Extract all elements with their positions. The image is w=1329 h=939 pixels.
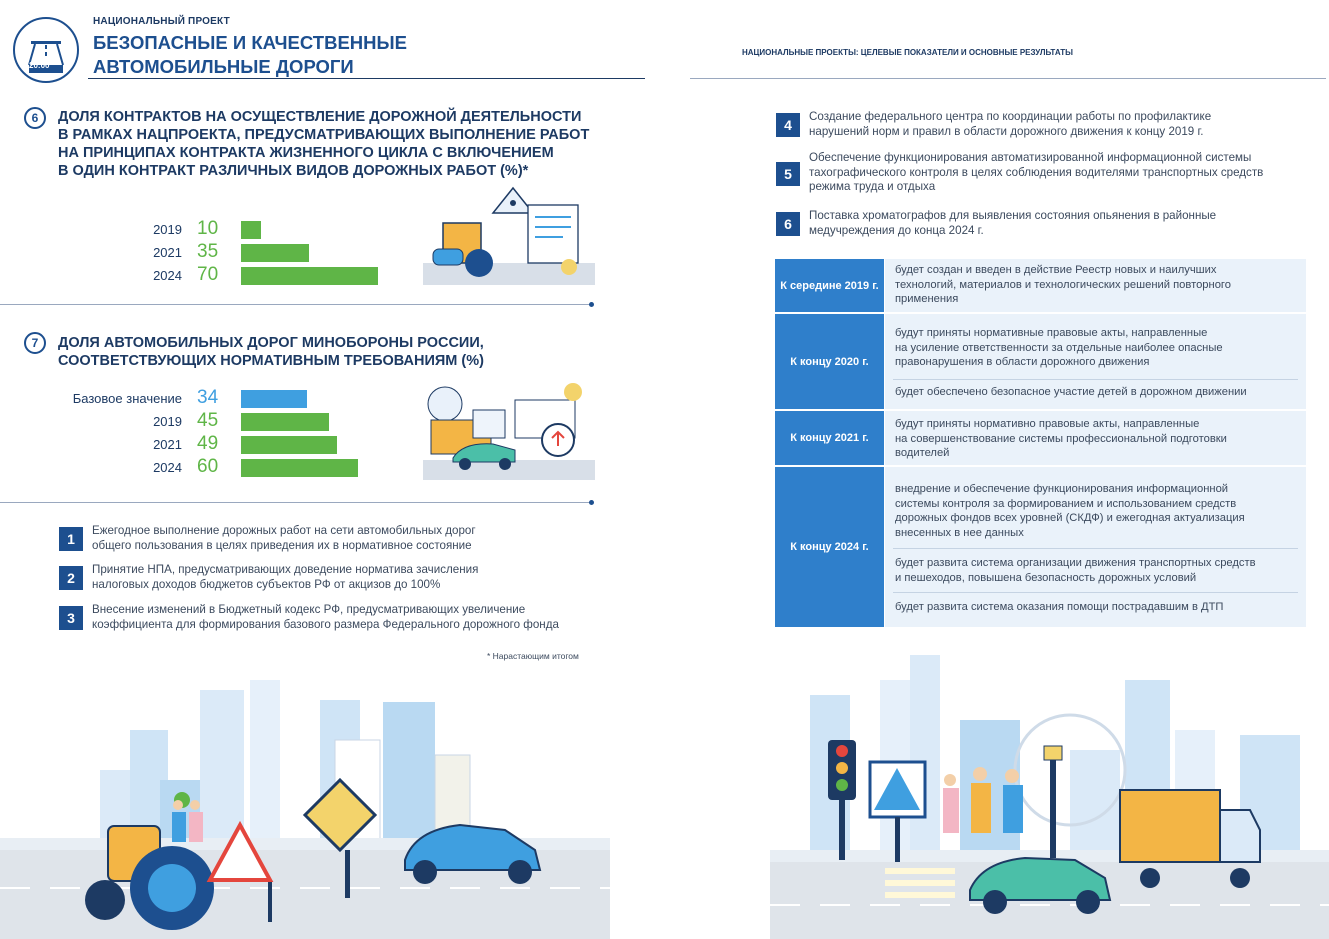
timeline-table	[775, 259, 1306, 627]
section6-bar-label: 2021	[153, 245, 182, 260]
section7-bar-row	[58, 457, 398, 479]
section7-number: 7	[24, 332, 46, 354]
project-logo	[13, 17, 79, 83]
item-line: медучреждения до конца 2024 г.	[809, 223, 984, 237]
section7-illustration	[423, 380, 595, 480]
entry-separator	[893, 548, 1298, 549]
section6-bar-value: 35	[197, 241, 219, 262]
section7-bar	[241, 436, 337, 454]
entry-line: будет развита система оказания помощи пострадавшим в ДТП	[895, 601, 1224, 613]
right-item-6-text	[809, 209, 1319, 238]
section6-title-line: ДОЛЯ КОНТРАКТОВ НА ОСУЩЕСТВЛЕНИЕ ДОРОЖНОЙ ДЕЯТЕЛЬНОСТИ	[58, 109, 582, 125]
section-divider	[0, 502, 592, 503]
item-line: Создание федерального центра по координации работы по профилактике	[809, 110, 1212, 123]
entry-line: внедрение и обеспечение функционирования информационной	[895, 483, 1229, 495]
item-line: Обеспечение функционирования автоматизированной информационной системы	[809, 151, 1252, 164]
timeline-cell	[885, 259, 1306, 312]
item-number-badge: 3	[59, 606, 83, 630]
item-number-badge: 6	[776, 212, 800, 236]
section7-bar-label: Базовое значение	[72, 391, 182, 406]
entry-line: применения	[895, 293, 959, 305]
page-title	[93, 31, 513, 79]
entry-line: будет создан и введен в действие Реестр новых и наилучших	[895, 264, 1217, 276]
page-title-line2: АВТОМОБИЛЬНЫЕ ДОРОГИ	[93, 56, 354, 77]
item-number-badge: 1	[59, 527, 83, 551]
item-line: Ежегодное выполнение дорожных работ на сети автомобильных дорог	[92, 524, 476, 537]
page-title-line1: БЕЗОПАСНЫЕ И КАЧЕСТВЕННЫЕ	[93, 32, 407, 53]
timeline-entry	[895, 556, 1256, 585]
timeline-key: К концу 2024 г.	[775, 467, 884, 627]
section6-bar	[241, 267, 378, 285]
section7-title-line: ДОЛЯ АВТОМОБИЛЬНЫХ ДОРОГ МИНОБОРОНЫ РОССИИ,	[58, 335, 484, 351]
section7-bar	[241, 413, 329, 431]
timeline-key: К концу 2021 г.	[775, 411, 884, 465]
right-header-rule	[690, 78, 1326, 79]
left-city-illustration	[0, 660, 610, 939]
timeline-cell	[885, 314, 1306, 409]
entry-line: дорожных фондов всех уровней (СКДФ) и ежегодная актуализация	[895, 512, 1245, 524]
section7-bar-value: 45	[197, 410, 219, 431]
entry-line: будут приняты нормативные правовые акты, направленные	[895, 327, 1208, 339]
divider-dot	[589, 302, 594, 307]
item-line: нарушений норм и правил в области дорожного движения к концу 2019 г.	[809, 124, 1204, 138]
timeline-entry	[895, 417, 1227, 461]
entry-line: и пешеходов, повышена безопасность дорожных условий	[895, 571, 1197, 584]
entry-line: будет обеспечено безопасное участие детей в дорожном движении	[895, 386, 1247, 398]
timeline-entry	[895, 326, 1223, 370]
section6-title-line: В РАМКАХ НАЦПРОЕКТА, ПРЕДУСМАТРИВАЮЩИХ ВЫПОЛНЕНИЕ РАБОТ	[58, 127, 590, 143]
section6-bar-value: 70	[197, 264, 219, 285]
section7-title	[58, 334, 598, 370]
section7-bar-value: 60	[197, 456, 219, 477]
right-city-illustration	[770, 650, 1329, 939]
right-item-5-text	[809, 151, 1319, 195]
timeline-cell	[885, 467, 1306, 627]
entry-line: водителей	[895, 447, 950, 459]
left-item-2-text	[92, 563, 612, 592]
section7-bar-row	[58, 434, 398, 456]
section6-bar-row	[58, 265, 398, 287]
section7-bar-label: 2021	[153, 437, 182, 452]
logo-text: 20:00	[29, 61, 50, 70]
entry-separator	[893, 379, 1298, 380]
item-line: тахографического контроля в целях соблюдения водителями транспортных средств	[809, 165, 1264, 179]
timeline-entry	[895, 263, 1231, 307]
item-number-badge: 4	[776, 113, 800, 137]
entry-line: правонарушения в области дорожного движения	[895, 356, 1150, 368]
section6-bar	[241, 221, 261, 239]
footnote: * Нарастающим итогом	[487, 651, 579, 661]
road-icon	[15, 19, 77, 81]
right-header-kicker: НАЦИОНАЛЬНЫЕ ПРОЕКТЫ: ЦЕЛЕВЫЕ ПОКАЗАТЕЛИ И ОСНОВНЫЕ РЕЗУЛЬТАТЫ	[742, 48, 1073, 57]
section7-bar	[241, 390, 307, 408]
divider-dot	[589, 500, 594, 505]
item-number-badge: 2	[59, 566, 83, 590]
entry-line: будет развита система организации движения транспортных средств	[895, 557, 1256, 569]
entry-line: системы контроля за формированием и использованием средств	[895, 497, 1237, 510]
entry-line: на совершенствование системы профессиональной подготовки	[895, 432, 1227, 445]
section7-bar-label: 2019	[153, 414, 182, 429]
section6-bar-label: 2019	[153, 222, 182, 237]
section6-title	[58, 108, 598, 180]
section6-bar	[241, 244, 309, 262]
section6-title-line: НА ПРИНЦИПАХ КОНТРАКТА ЖИЗНЕННОГО ЦИКЛА С ВКЛЮЧЕНИЕМ	[58, 145, 554, 161]
section7-bar-row	[58, 388, 398, 410]
timeline-entry	[895, 385, 1247, 400]
section7-bar	[241, 459, 358, 477]
section-divider	[0, 304, 592, 305]
section6-bar-label: 2024	[153, 268, 182, 283]
timeline-key: К концу 2020 г.	[775, 314, 884, 409]
timeline-cell	[885, 411, 1306, 465]
section7-bar-row	[58, 411, 398, 433]
item-line: режима труда и отдыха	[809, 180, 936, 193]
section7-title-line: СООТВЕТСТВУЮЩИХ НОРМАТИВНЫМ ТРЕБОВАНИЯМ (%)	[58, 353, 484, 369]
entry-separator	[893, 592, 1298, 593]
section7-bar-value: 34	[197, 387, 219, 408]
section6-bar-row	[58, 219, 398, 241]
section6-illustration	[423, 183, 595, 285]
section6-bar-row	[58, 242, 398, 264]
item-line: коэффициента для формирования базового размера Федерального дорожного фонда	[92, 617, 559, 631]
item-line: Принятие НПА, предусматривающих доведение норматива зачисления	[92, 563, 479, 576]
section7-bar-label: 2024	[153, 460, 182, 475]
header-kicker: НАЦИОНАЛЬНЫЙ ПРОЕКТ	[93, 16, 230, 27]
timeline-entry	[895, 600, 1223, 615]
entry-line: внесенных в нее данных	[895, 526, 1024, 539]
item-number-badge: 5	[776, 162, 800, 186]
left-item-1-text	[92, 524, 612, 553]
timeline-key: К середине 2019 г.	[775, 259, 884, 312]
left-item-3-text	[92, 603, 612, 632]
item-line: общего пользования в целях приведения их в нормативное состояние	[92, 538, 472, 552]
header-rule	[88, 78, 645, 79]
section6-number: 6	[24, 107, 46, 129]
section6-bar-value: 10	[197, 218, 219, 239]
entry-line: технологий, материалов и технологических решений повторного	[895, 278, 1231, 291]
item-line: налоговых доходов бюджетов субъектов РФ от акцизов до 100%	[92, 577, 441, 591]
right-item-4-text	[809, 110, 1319, 139]
entry-line: будут приняты нормативно правовые акты, направленные	[895, 418, 1200, 430]
timeline-entry	[895, 482, 1245, 540]
item-line: Поставка хроматографов для выявления состояния опьянения в районные	[809, 209, 1217, 222]
entry-line: на усиление ответственности за отдельные наиболее опасные	[895, 341, 1223, 354]
section6-title-line: В ОДИН КОНТРАКТ РАЗЛИЧНЫХ ВИДОВ ДОРОЖНЫХ РАБОТ (%)*	[58, 163, 529, 179]
item-line: Внесение изменений в Бюджетный кодекс РФ, предусматривающих увеличение	[92, 603, 526, 616]
section7-bar-value: 49	[197, 433, 219, 454]
